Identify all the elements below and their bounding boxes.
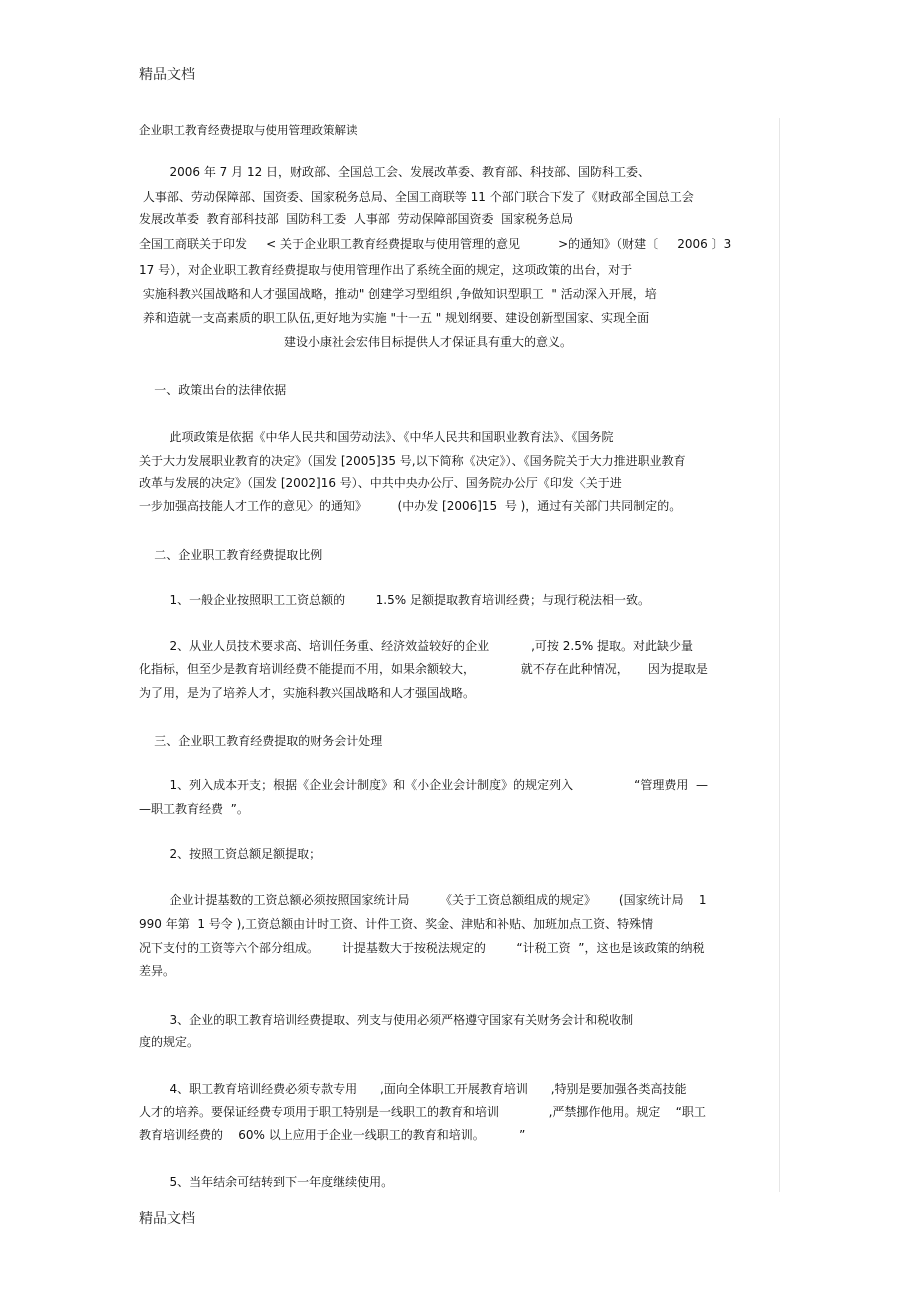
s3-item-3-line-2: 度的规定。 — [139, 1035, 200, 1049]
s2-item-1: 1、一般企业按照职工工资总额的 1.5% 足额提取教育培训经费；与现行税法相一致。 — [139, 593, 650, 607]
s3-item-2: 2、按照工资总额足额提取； — [139, 847, 322, 861]
page-header: 精品文档 — [139, 67, 195, 83]
s1-line-2: 关于大力发展职业教育的决定》（国发 [2005]35 号,以下简称《决定》）、《国务院关于大力推进职业教育 — [139, 454, 686, 468]
intro-line-1: 2006 年 7 月 12 日，财政部、全国总工会、发展改革委、教育部、科技部、国防科工委、 — [139, 165, 651, 179]
s3-item-4-line-3: 教育培训经费的 60% 以上应用于企业一线职工的教育和培训。 ” — [139, 1128, 526, 1142]
margin-rule — [779, 118, 780, 1192]
page-footer: 精品文档 — [139, 1211, 195, 1227]
s3-item-5: 5、当年结余可结转到下一年度继续使用。 — [139, 1175, 394, 1189]
section-1-heading: 一、政策出台的法律依据 — [139, 383, 287, 397]
s2-item-2-line-2: 化指标，但至少是教育培训经费不能提而不用，如果余额较大， 就不存在此种情况， 因为提取是 — [139, 662, 708, 676]
intro-line-6: 实施科教兴国战略和人才强国战略，推动" 创建学习型组织 ,争做知识型职工 " 活动深入开展，培 — [139, 287, 657, 301]
s3-item-1-line-1: 1、列入成本开支；根据《企业会计制度》和《小企业会计制度》的规定列入 “管理费用 — — [139, 778, 709, 792]
document-title: 企业职工教育经费提取与使用管理政策解读 — [139, 123, 358, 137]
s2-item-2-line-3: 为了用，是为了培养人才，实施科教兴国战略和人才强国战略。 — [139, 686, 476, 700]
s2-item-2-line-1: 2、从业人员技术要求高、培训任务重、经济效益较好的企业 ,可按 2.5% 提取。对此缺少量 — [139, 639, 694, 653]
intro-line-2: 人事部、劳动保障部、国资委、国家税务总局、全国工商联等 11 个部门联合下发了《财政部全国总工会 — [139, 190, 694, 204]
intro-line-5: 17 号），对企业职工教育经费提取与使用管理作出了系统全面的规定，这项政策的出台，对于 — [139, 263, 633, 277]
s1-line-3: 改革与发展的决定》（国发 [2002]16 号）、中共中央办公厅、国务院办公厅《印发〈关于进 — [139, 476, 622, 490]
section-2-heading: 二、企业职工教育经费提取比例 — [139, 548, 323, 562]
s3-item-2-detail-line-1: 企业计提基数的工资总额必须按照国家统计局 《关于工资总额组成的规定》 (国家统计局 1 — [139, 893, 707, 907]
s3-item-2-detail-line-3: 况下支付的工资等六个部分组成。 计提基数大于按税法规定的 “计税工资 ”，这也是该政策的纳税 — [139, 941, 705, 955]
s1-line-4: 一步加强高技能人才工作的意见〉的通知》 (中办发 [2006]15 号 )，通过有关部门共同制定的。 — [139, 499, 682, 513]
s3-item-2-detail-line-4: 差异。 — [139, 964, 176, 978]
s3-item-2-detail-line-2: 990 年第 1 号令 ),工资总额由计时工资、计件工资、奖金、津贴和补贴、加班加点工资、特殊情 — [139, 917, 654, 931]
intro-line-7: 养和造就一支高素质的职工队伍,更好地为实施 "十一五 " 规划纲要、建设创新型国家、实现全面 — [139, 311, 650, 325]
s1-line-1: 此项政策是依据《中华人民共和国劳动法》、《中华人民共和国职业教育法》、《国务院 — [139, 430, 614, 444]
section-3-heading: 三、企业职工教育经费提取的财务会计处理 — [139, 734, 383, 748]
intro-line-4: 全国工商联关于印发 < 关于企业职工教育经费提取与使用管理的意见 >的通知》（财建〔 2006 〕3 — [139, 237, 732, 251]
s3-item-3-line-1: 3、企业的职工教育培训经费提取、列支与使用必须严格遵守国家有关财务会计和税收制 — [139, 1013, 634, 1027]
s3-item-4-line-2: 人才的培养。要保证经费专项用于职工特别是一线职工的教育和培训 ,严禁挪作他用。规定 “职工 — [139, 1105, 706, 1119]
s3-item-1-line-2: —职工教育经费 ”。 — [139, 802, 249, 816]
s3-item-4-line-1: 4、职工教育培训经费必须专款专用 ,面向全体职工开展教育培训 ,特别是要加强各类高技能 — [139, 1082, 687, 1096]
intro-line-8: 建设小康社会宏伟目标提供人才保证具有重大的意义。 — [139, 335, 572, 349]
intro-line-3: 发展改革委 教育部科技部 国防科工委 人事部 劳动保障部国资委 国家税务总局 — [139, 212, 574, 226]
